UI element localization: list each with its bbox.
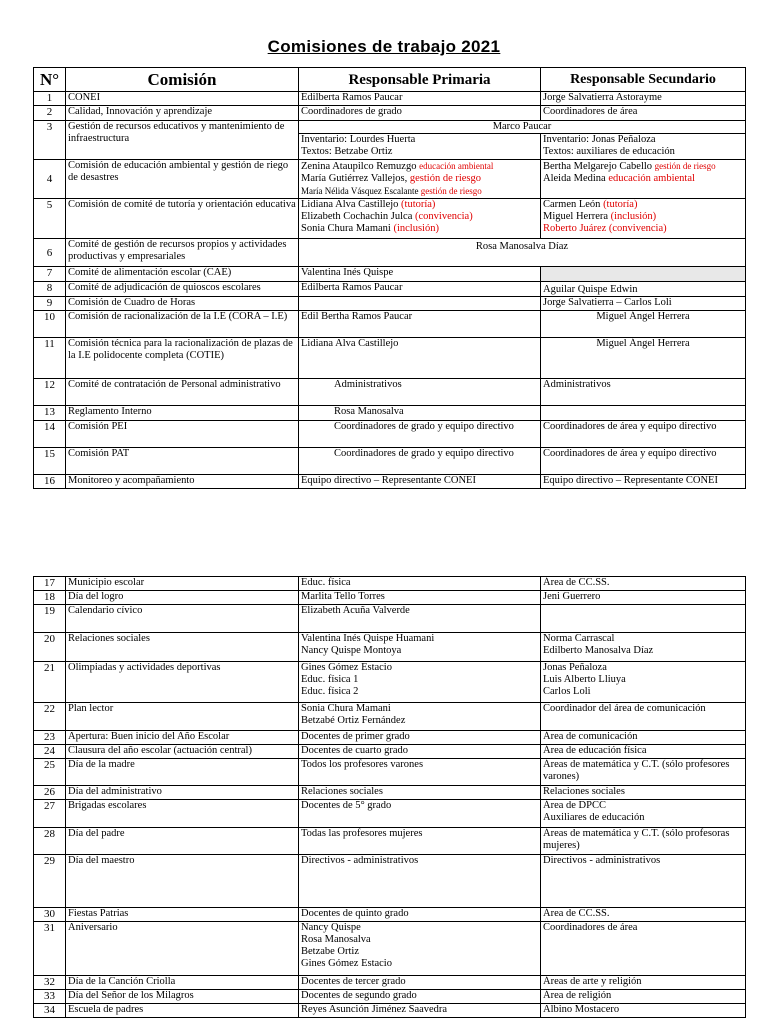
table-cell	[541, 406, 746, 421]
table-row	[34, 908, 746, 922]
table-row	[34, 239, 746, 267]
table-cell: Edilberta Ramos Paucar	[299, 282, 541, 297]
table-cell	[299, 662, 541, 703]
table-cell: Docentes de cuarto grado	[299, 745, 541, 759]
table-cell: Área de religión	[541, 990, 746, 1004]
table-cell: Miguel Ángel Herrera	[541, 338, 746, 379]
cell-line: Gines Gómez Estacio	[301, 958, 392, 969]
table-cell: Relaciones sociales	[299, 786, 541, 800]
table-cell: Jeni Guerrero	[541, 591, 746, 605]
table-cell: Apertura: Buen inicio del Año Escolar	[66, 731, 299, 745]
cell-line: Área de DPCC	[543, 800, 606, 811]
table-cell	[541, 605, 746, 633]
cell-line: Auxiliares de educación	[543, 812, 645, 823]
cell-line	[301, 185, 538, 197]
table-cell: Coordinadores de área y equipo directivo	[541, 421, 746, 448]
row-number-cell: 33	[34, 990, 66, 1004]
row-number-cell: 22	[34, 703, 66, 731]
table-cell: Elizabeth Acuña Valverde	[299, 605, 541, 633]
cell-line: Miguel Herrera	[543, 211, 611, 222]
row-number-cell: 18	[34, 591, 66, 605]
cell-line	[301, 211, 538, 223]
table-cell: Jorge Salvatierra Astorayme	[541, 92, 746, 106]
cell-line: Educ. física 2	[301, 686, 359, 697]
table-header-row	[34, 68, 746, 92]
cell-line: Jonas Peñaloza	[543, 662, 607, 673]
row-number-cell: 10	[34, 311, 66, 338]
table-cell: Miguel Ángel Herrera	[541, 311, 746, 338]
row-number-cell: 9	[34, 297, 66, 311]
table-cell	[299, 199, 541, 239]
table-cell: Comisión de racionalización de la I.E (CORA – I.E)	[66, 311, 299, 338]
table-cell: Día del padre	[66, 828, 299, 855]
table-cell: Día de la madre	[66, 759, 299, 786]
table-cell: Áreas de matemática y C.T. (sólo profesores varones)	[541, 759, 746, 786]
table-cell: Coordinadores de área	[541, 106, 746, 121]
cell-line: María Gutiérrez Vallejos,	[301, 173, 410, 184]
table-cell: Áreas de arte y religión	[541, 976, 746, 990]
row-number-cell: 27	[34, 800, 66, 828]
cell-line	[301, 173, 538, 185]
row-number-cell: 29	[34, 855, 66, 908]
table-cell: Rosa Manosalva	[299, 406, 541, 421]
table-row	[34, 421, 746, 448]
role-note: gestión de riesgo	[420, 186, 482, 196]
table-cell: Todas las profesores mujeres	[299, 828, 541, 855]
table-cell: Rosa Manosalva Díaz	[299, 239, 746, 267]
row-number-cell: 34	[34, 1004, 66, 1018]
row-number-cell: 19	[34, 605, 66, 633]
table-row	[34, 662, 746, 703]
table-cell: Coordinador del área de comunicación	[541, 703, 746, 731]
table-cell: Equipo directivo – Representante CONEI	[541, 475, 746, 489]
row-number-cell: 14	[34, 421, 66, 448]
table-cell: Comité de gestión de recursos propios y actividades productivas y empresariales	[66, 239, 299, 267]
table-cell: Área de educación física	[541, 745, 746, 759]
table-row	[34, 976, 746, 990]
table-row	[34, 199, 746, 239]
row-number-cell: 28	[34, 828, 66, 855]
table-cell: Fiestas Patrias	[66, 908, 299, 922]
table-cell: Docentes de primer grado	[299, 731, 541, 745]
row-number-cell: 7	[34, 267, 66, 282]
cell-line	[543, 211, 743, 223]
cell-line	[543, 199, 743, 211]
table-row	[34, 922, 746, 976]
table-cell: Relaciones sociales	[66, 633, 299, 662]
cell-line: Nancy Quispe Montoya	[301, 645, 402, 656]
cell-line	[301, 223, 538, 235]
cell-line: Inventario: Jonas Peñaloza	[543, 134, 656, 145]
cell-line: Betzabé Ortiz Fernández	[301, 715, 406, 726]
table-cell: Monitoreo y acompañamiento	[66, 475, 299, 489]
role-note: (tutoría)	[603, 199, 638, 210]
table-cell	[299, 134, 541, 160]
row-number-cell: 5	[34, 199, 66, 239]
row-number-cell: 8	[34, 282, 66, 297]
cell-line: Carlos Loli	[543, 686, 591, 697]
table-cell: Docentes de quinto grado	[299, 908, 541, 922]
cell-line: Carmen León	[543, 199, 604, 210]
table-cell	[541, 662, 746, 703]
table-row	[34, 338, 746, 379]
cell-line: Bertha Melgarejo Cabello	[543, 161, 655, 172]
table-cell: Comisión técnica para la racionalización de plazas de la I.E polidocente completa (COTIE)	[66, 338, 299, 379]
row-number-cell: 3	[34, 121, 66, 160]
table-row	[34, 745, 746, 759]
row-number-cell: 16	[34, 475, 66, 489]
table-cell: Coordinadores de grado	[299, 106, 541, 121]
table-cell: Reglamento Interno	[66, 406, 299, 421]
row-number-cell: 26	[34, 786, 66, 800]
cell-line: Educ. física 1	[301, 674, 359, 685]
table-row	[34, 475, 746, 489]
cell-line: Sonia Chura Mamani	[301, 223, 394, 234]
table-cell: Día del maestro	[66, 855, 299, 908]
table-cell: Día del Señor de los Milagros	[66, 990, 299, 1004]
table-cell	[541, 199, 746, 239]
table-cell: Reyes Asunción Jiménez Saavedra	[299, 1004, 541, 1018]
cell-line	[301, 160, 538, 173]
table-row	[34, 160, 746, 199]
role-note: (inclusión)	[393, 223, 439, 234]
cell-line: Zenina Ataupilco Remuzgo	[301, 161, 420, 172]
table-cell: Educ. física	[299, 577, 541, 591]
table-cell: Área de CC.SS.	[541, 908, 746, 922]
row-number-cell: 24	[34, 745, 66, 759]
commissions-table-2	[33, 576, 746, 1018]
table-cell: Comisión PEI	[66, 421, 299, 448]
role-note: educación ambiental	[608, 173, 695, 184]
table-cell	[541, 633, 746, 662]
table-row	[34, 267, 746, 282]
table-cell: Comisión de educación ambiental y gestión de riego de desastres	[66, 160, 299, 199]
table-cell	[299, 922, 541, 976]
role-note: educación ambiental	[419, 161, 494, 171]
cell-line: Betzabe Ortiz	[301, 946, 360, 957]
table-row	[34, 311, 746, 338]
table-row	[34, 786, 746, 800]
table-cell: Aniversario	[66, 922, 299, 976]
table-cell: Comité de contratación de Personal administrativo	[66, 379, 299, 406]
table-cell: Marco Paucar	[299, 121, 746, 134]
row-number-cell: 13	[34, 406, 66, 421]
table-row	[34, 121, 746, 134]
row-number-cell: 30	[34, 908, 66, 922]
row-number-cell: 6	[34, 239, 66, 267]
table-cell: Calidad, Innovación y aprendizaje	[66, 106, 299, 121]
table-cell: Marlita Tello Torres	[299, 591, 541, 605]
table-cell: Comité de adjudicación de quioscos escolares	[66, 282, 299, 297]
table-row	[34, 591, 746, 605]
header-primaria: Responsable Primaria	[299, 68, 541, 92]
cell-line: Aleida Medina	[543, 173, 609, 184]
row-number-cell: 23	[34, 731, 66, 745]
table-cell: Edilberta Ramos Paucar	[299, 92, 541, 106]
table-cell: Comisión de Cuadro de Horas	[66, 297, 299, 311]
table-cell: CONEI	[66, 92, 299, 106]
table-cell: Coordinadores de grado y equipo directivo	[299, 448, 541, 475]
table-cell: Coordinadores de área y equipo directivo	[541, 448, 746, 475]
table-row	[34, 92, 746, 106]
cell-line	[543, 173, 743, 185]
cell-line: Luis Alberto Lliuya	[543, 674, 626, 685]
table-cell: Olimpiadas y actividades deportivas	[66, 662, 299, 703]
role-note: Roberto Juárez (convivencia)	[543, 223, 667, 234]
table-cell: Clausura del año escolar (actuación central)	[66, 745, 299, 759]
row-number-cell: 21	[34, 662, 66, 703]
table-cell: Aguilar Quispe Edwin	[541, 282, 746, 297]
table-row	[34, 297, 746, 311]
table-row	[34, 633, 746, 662]
cell-line: Inventario: Lourdes Huerta	[301, 134, 416, 145]
table-row	[34, 731, 746, 745]
table-row	[34, 800, 746, 828]
table-cell: Todos los profesores varones	[299, 759, 541, 786]
role-note: (tutoría)	[401, 199, 436, 210]
table-row	[34, 703, 746, 731]
header-number: N°	[34, 68, 66, 92]
row-number-cell: 15	[34, 448, 66, 475]
cell-line: Comisiones de trabajo 2021	[267, 37, 501, 56]
table-cell	[299, 297, 541, 311]
table-cell: Comisión de comité de tutoría y orientación educativa	[66, 199, 299, 239]
table-cell: Día del logro	[66, 591, 299, 605]
row-number-cell: 32	[34, 976, 66, 990]
table-cell: Administrativos	[299, 379, 541, 406]
row-number-cell: 17	[34, 577, 66, 591]
table-cell: Calendario cívico	[66, 605, 299, 633]
table-cell	[541, 800, 746, 828]
row-number-cell: 31	[34, 922, 66, 976]
row-number-cell: 11	[34, 338, 66, 379]
cell-line: Lidiana Alva Castillejo	[301, 199, 402, 210]
row-number-cell: 1	[34, 92, 66, 106]
header-comision: Comisión	[66, 68, 299, 92]
table-cell: Día de la Canción Criolla	[66, 976, 299, 990]
row-number-cell: 12	[34, 379, 66, 406]
table-cell: Coordinadores de área	[541, 922, 746, 976]
table-cell: Lidiana Alva Castillejo	[299, 338, 541, 379]
table-row	[34, 1004, 746, 1018]
cell-line: Elizabeth Cochachin Julca	[301, 211, 415, 222]
cell-line: Nancy Quispe	[301, 922, 361, 933]
table-cell: Escuela de padres	[66, 1004, 299, 1018]
role-note: (inclusión)	[610, 211, 657, 222]
cell-line: Edilberto Manosalva Díaz	[543, 645, 654, 656]
table-cell: Día del administrativo	[66, 786, 299, 800]
cell-line: Valentina Inés Quispe Huamani	[301, 633, 435, 644]
table-cell: Área de CC.SS.	[541, 577, 746, 591]
cell-line: Gines Gómez Estacio	[301, 662, 392, 673]
table-cell: Áreas de matemática y C.T. (sólo profesoras mujeres)	[541, 828, 746, 855]
cell-line: Norma Carrascal	[543, 633, 615, 644]
table-cell: Gestión de recursos educativos y mantenimiento de infraestructura	[66, 121, 299, 160]
header-secundario: Responsable Secundario	[541, 68, 746, 92]
table-row	[34, 379, 746, 406]
table-row	[34, 577, 746, 591]
row-number-cell: 20	[34, 633, 66, 662]
table-cell: Directivos - administrativos	[541, 855, 746, 908]
table-row	[34, 990, 746, 1004]
cell-line: Textos: Betzabe Ortiz	[301, 146, 393, 157]
row-number-cell: 2	[34, 106, 66, 121]
commissions-table-1	[33, 67, 746, 489]
role-note: (convivencia)	[415, 211, 473, 222]
table-cell: Valentina Inés Quispe	[299, 267, 541, 282]
table-cell	[299, 703, 541, 731]
table-cell: Jorge Salvatierra – Carlos Loli	[541, 297, 746, 311]
cell-line: Textos: auxiliares de educación	[543, 146, 675, 157]
table-cell: Plan lector	[66, 703, 299, 731]
row-number-cell: 4	[34, 160, 66, 199]
table-row	[34, 605, 746, 633]
table-cell: Equipo directivo – Representante CONEI	[299, 475, 541, 489]
table-cell: Albino Mostacero	[541, 1004, 746, 1018]
role-note: gestión de riesgo	[654, 161, 716, 171]
cell-line: Rosa Manosalva	[301, 934, 371, 945]
cell-line: María Nélida Vásquez Escalante	[301, 186, 421, 196]
table-cell: Brigadas escolares	[66, 800, 299, 828]
table-row	[34, 855, 746, 908]
table-cell: Coordinadores de grado y equipo directivo	[299, 421, 541, 448]
role-note: gestión de riesgo	[409, 173, 482, 184]
table-cell	[541, 160, 746, 199]
table-cell: Comité de alimentación escolar (CAE)	[66, 267, 299, 282]
page-title	[0, 37, 768, 57]
table-cell: Docentes de tercer grado	[299, 976, 541, 990]
table-cell: Directivos - administrativos	[299, 855, 541, 908]
table-cell: Comisión PAT	[66, 448, 299, 475]
table-cell: Administrativos	[541, 379, 746, 406]
table-cell: Docentes de segundo grado	[299, 990, 541, 1004]
table-row	[34, 828, 746, 855]
cell-line	[301, 199, 538, 211]
table-row	[34, 759, 746, 786]
row-number-cell: 25	[34, 759, 66, 786]
table-row	[34, 406, 746, 421]
table-row	[34, 448, 746, 475]
cell-line	[543, 160, 743, 173]
table-cell: Edil Bertha Ramos Paucar	[299, 311, 541, 338]
table-cell	[299, 160, 541, 199]
table-cell: Docentes de 5° grado	[299, 800, 541, 828]
cell-line: Sonia Chura Mamani	[301, 703, 391, 714]
table-cell	[541, 134, 746, 160]
table-cell	[299, 633, 541, 662]
table-cell: Área de comunicación	[541, 731, 746, 745]
table-row	[34, 282, 746, 297]
table-cell: Municipio escolar	[66, 577, 299, 591]
table-row	[34, 106, 746, 121]
table-cell: Relaciones sociales	[541, 786, 746, 800]
table-cell	[541, 267, 746, 282]
